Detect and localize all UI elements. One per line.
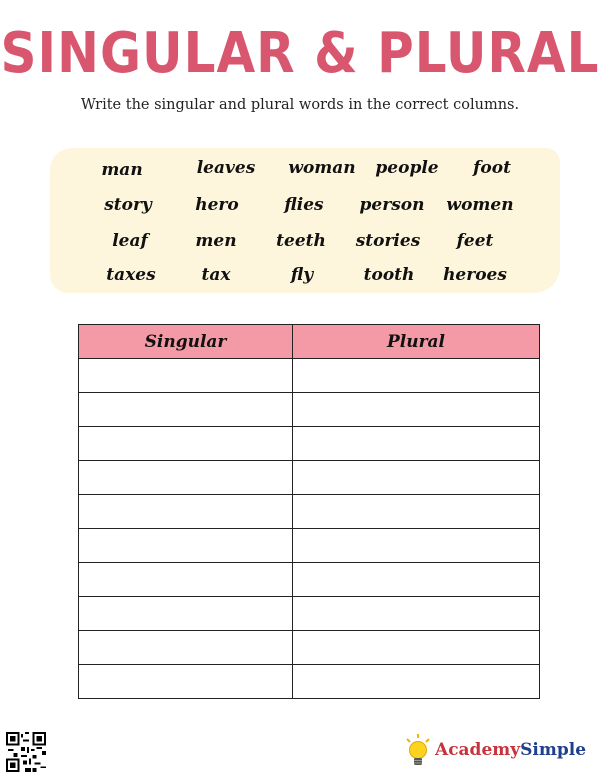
answer-cell-plural[interactable]	[293, 393, 540, 427]
answer-cell-singular[interactable]	[79, 393, 293, 427]
column-header-plural: Plural	[293, 325, 540, 359]
column-header-singular: Singular	[79, 325, 293, 359]
table-row	[79, 529, 540, 563]
answer-cell-singular[interactable]	[79, 461, 293, 495]
answer-cell-singular[interactable]	[79, 529, 293, 563]
answer-cell-singular[interactable]	[79, 495, 293, 529]
word-bank-word: man	[101, 160, 143, 180]
logo-text-academy: Academy	[435, 740, 521, 760]
word-bank-word: person	[359, 195, 425, 215]
table-header-row	[79, 325, 540, 359]
answer-cell-plural[interactable]	[293, 529, 540, 563]
word-bank-word: men	[195, 231, 237, 251]
answer-cell-plural[interactable]	[293, 631, 540, 665]
word-bank-word: leaf	[112, 231, 148, 251]
word-bank-word: story	[104, 195, 152, 215]
word-bank-word: flies	[284, 195, 324, 215]
table-row	[79, 631, 540, 665]
answer-cell-plural[interactable]	[293, 461, 540, 495]
word-bank-word: woman	[288, 158, 356, 178]
word-bank-word: heroes	[443, 265, 507, 285]
table-row	[79, 597, 540, 631]
word-bank-word: stories	[355, 231, 421, 251]
answer-cell-singular[interactable]	[79, 427, 293, 461]
table-row	[79, 359, 540, 393]
answer-cell-plural[interactable]	[293, 597, 540, 631]
table-row	[79, 495, 540, 529]
answer-cell-plural[interactable]	[293, 359, 540, 393]
answer-table	[78, 324, 540, 699]
table-row	[79, 427, 540, 461]
lightbulb-icon	[405, 734, 431, 770]
answer-cell-plural[interactable]	[293, 563, 540, 597]
word-bank-word: leaves	[196, 158, 256, 178]
word-bank-word: hero	[195, 195, 239, 215]
table-row	[79, 665, 540, 699]
answer-cell-plural[interactable]	[293, 427, 540, 461]
answer-cell-singular[interactable]	[79, 631, 293, 665]
answer-cell-plural[interactable]	[293, 665, 540, 699]
word-bank-word: tooth	[363, 265, 415, 285]
word-bank-word: tax	[201, 265, 231, 285]
word-bank-word: fly	[290, 265, 314, 285]
answer-cell-singular[interactable]	[79, 597, 293, 631]
logo-text-simple: Simple	[520, 740, 587, 760]
table-row	[79, 563, 540, 597]
instructions: Write the singular and plural words in the correct columns.	[80, 97, 520, 113]
logo-text	[435, 740, 586, 760]
academy-simple-logo	[405, 732, 595, 772]
word-bank-word: foot	[473, 158, 511, 178]
word-bank-word: people	[375, 158, 439, 178]
word-bank-word: taxes	[106, 265, 156, 285]
word-bank-word: teeth	[276, 231, 326, 251]
answer-cell-plural[interactable]	[293, 495, 540, 529]
word-bank-word: women	[446, 195, 514, 215]
page-title: SINGULAR & PLURAL	[0, 20, 600, 86]
answer-cell-singular[interactable]	[79, 359, 293, 393]
table-row	[79, 461, 540, 495]
table-row	[79, 393, 540, 427]
answer-cell-singular[interactable]	[79, 665, 293, 699]
qr-code-icon	[6, 732, 46, 772]
answer-cell-singular[interactable]	[79, 563, 293, 597]
word-bank-word: feet	[456, 231, 494, 251]
word-bank	[50, 148, 560, 293]
